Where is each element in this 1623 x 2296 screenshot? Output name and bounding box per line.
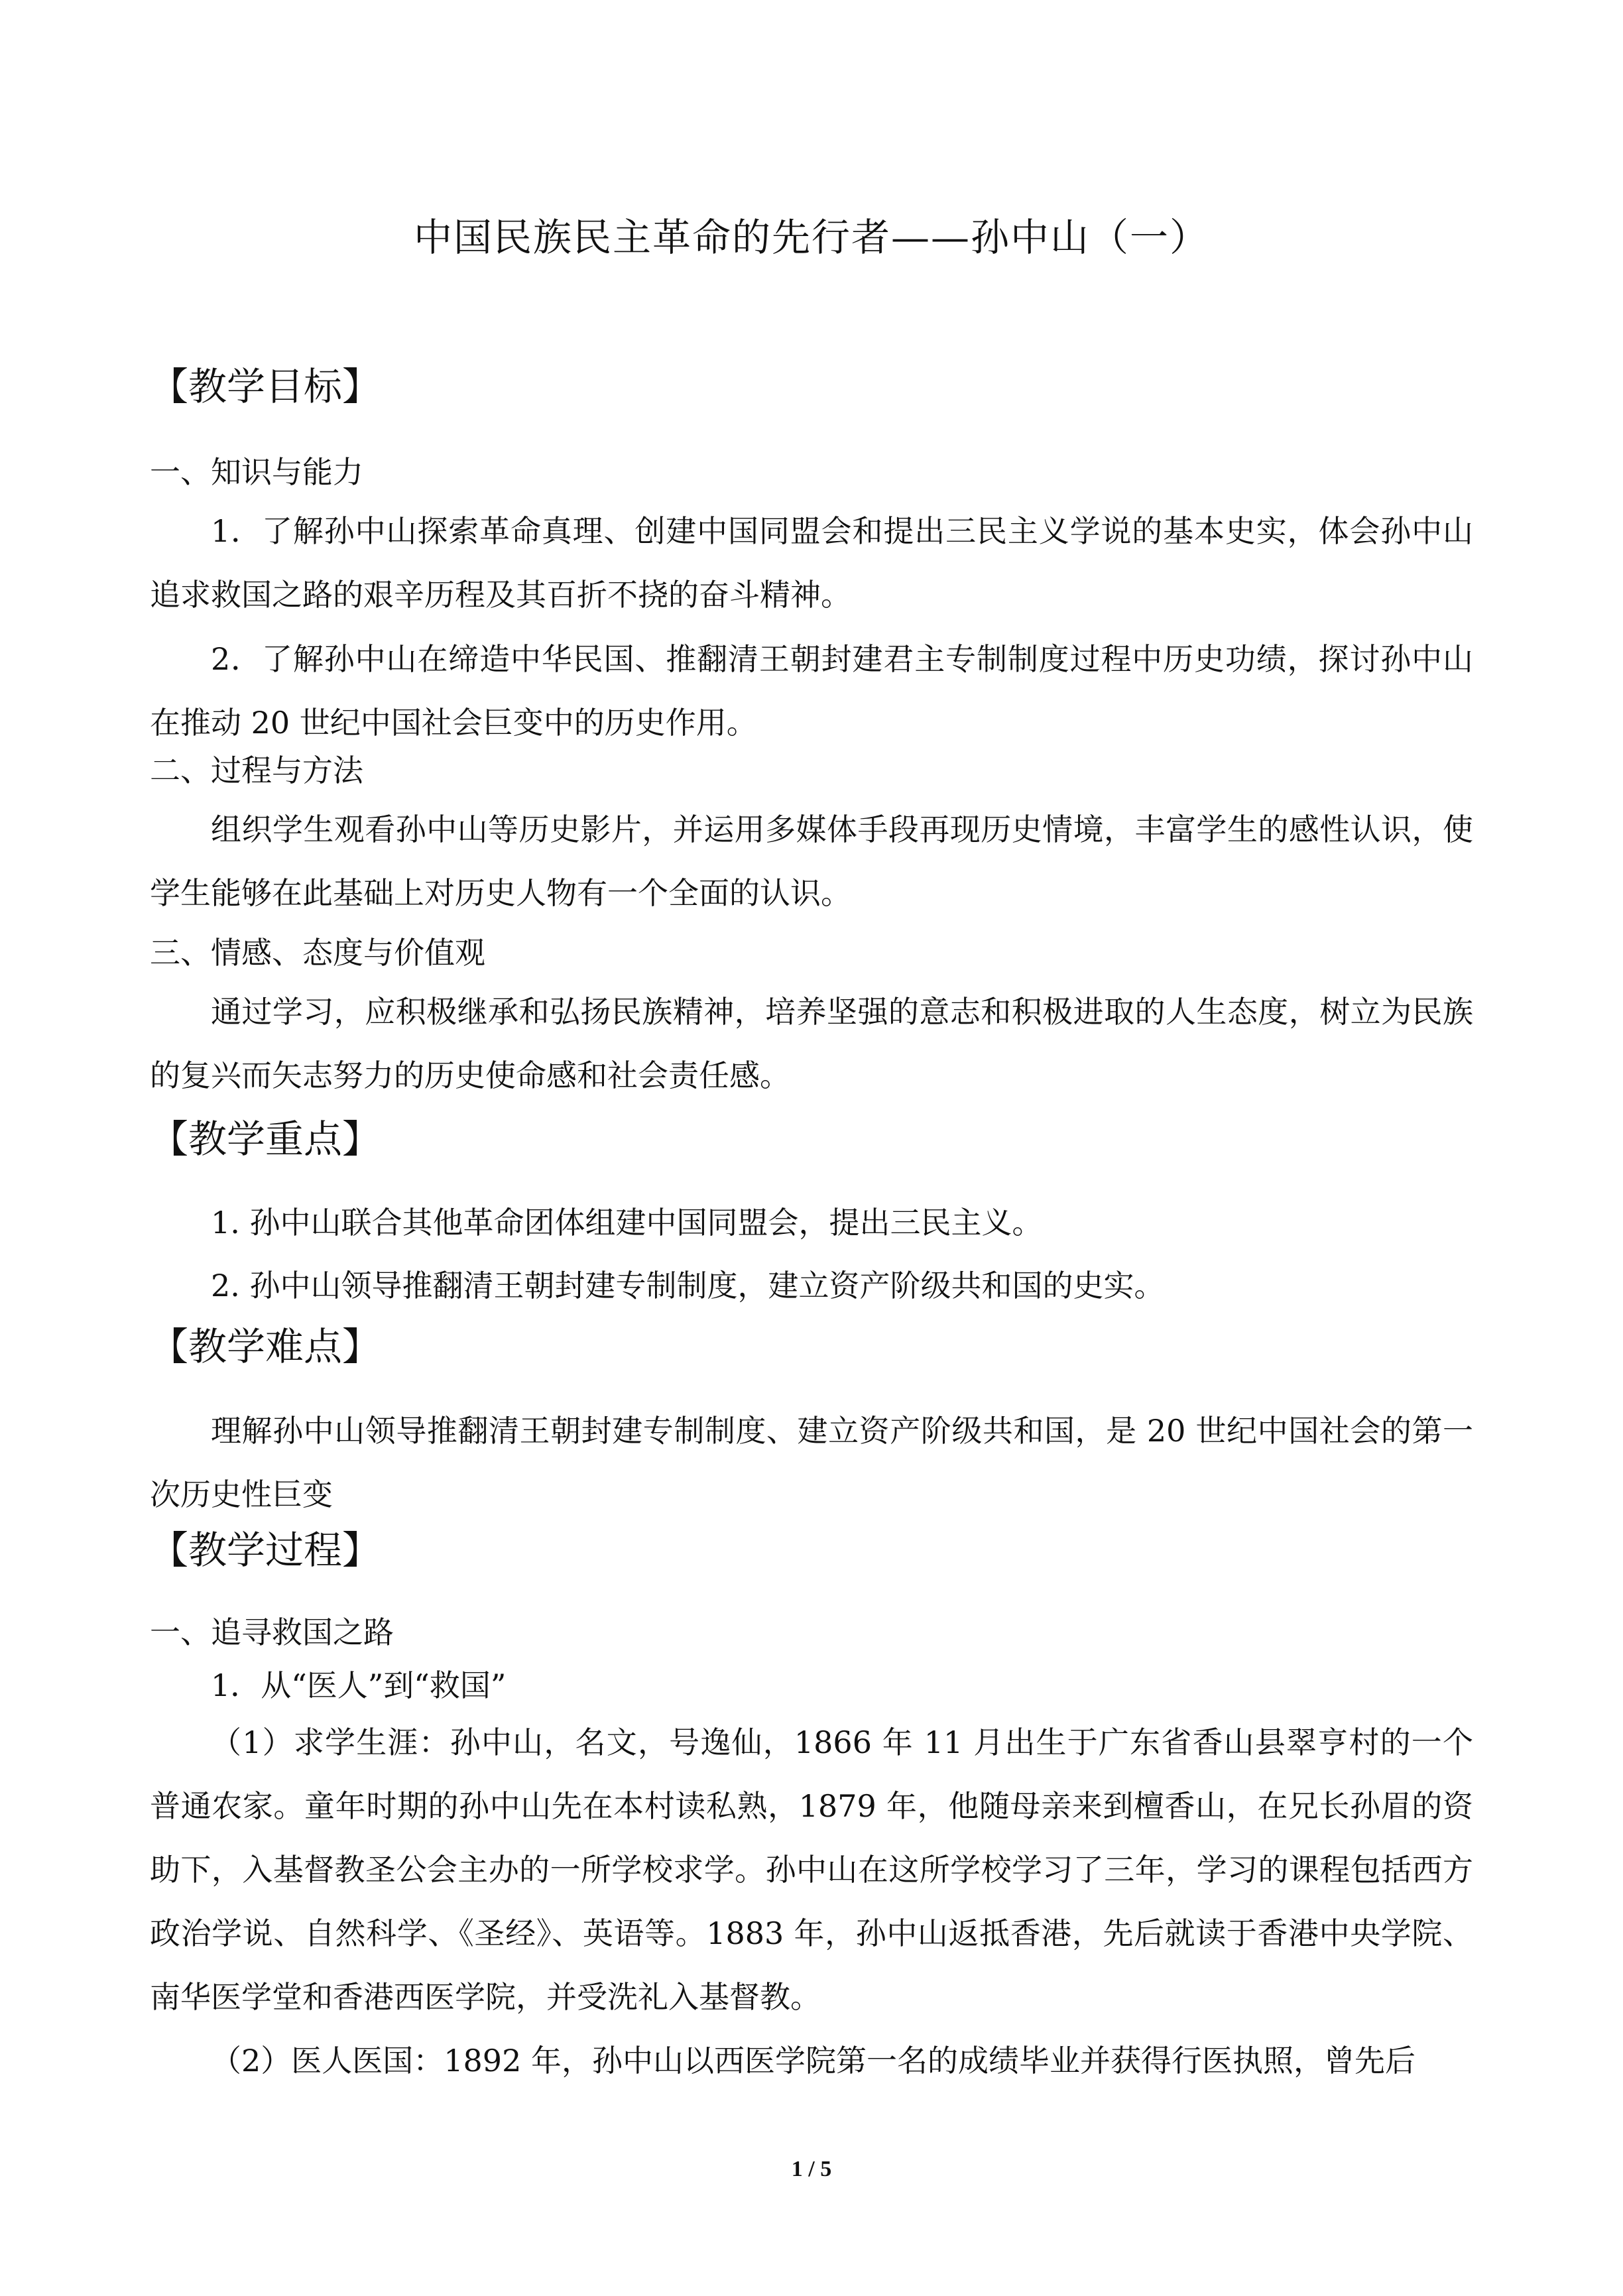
- paragraph-difficulties: 理解孙中山领导推翻清王朝封建专制制度、建立资产阶级共和国，是 20 世纪中国社会的第一次历史性巨变: [150, 1413, 1473, 1512]
- section-heading-difficulties: 【教学难点】: [150, 1324, 381, 1369]
- paragraph-values: 通过学习，应积极继承和弘扬民族精神，培养坚强的意志和积极进取的人生态度，树立为民族的复兴而矢志努力的历史使命感和社会责任感。: [150, 994, 1473, 1093]
- paragraph-medicine: （2）医人医国：1892 年，孙中山以西医学院第一名的成绩毕业并获得行医执照，曾先后: [211, 2043, 1415, 2079]
- paragraph-process-method: 组织学生观看孙中山等历史影片，并运用多媒体手段再现历史情境，丰富学生的感性认识，使学生能够在此基础上对历史人物有一个全面的认识。: [150, 812, 1473, 911]
- subheading-knowledge: 一、知识与能力: [150, 454, 363, 490]
- document-title: 中国民族民主革命的先行者——孙中山（一）: [413, 215, 1209, 260]
- subheading-values: 三、情感、态度与价值观: [150, 935, 485, 971]
- subheading-process-method: 二、过程与方法: [150, 753, 363, 788]
- paragraph-knowledge-2: 2．了解孙中山在缔造中华民国、推翻清王朝封建君主专制制度过程中历史功绩，探讨孙中山在推动 20 世纪中国社会巨变中的历史作用。: [150, 641, 1473, 741]
- paragraph-knowledge-1: 1．了解孙中山探索革命真理、创建中国同盟会和提出三民主义学说的基本史实，体会孙中山追求救国之路的艰辛历程及其百折不挠的奋斗精神。: [150, 513, 1473, 613]
- subheading-sub1: 1．从“医人”到“救国”: [211, 1667, 507, 1703]
- section-heading-key-points: 【教学重点】: [150, 1117, 381, 1162]
- key-point-1: 1. 孙中山联合其他革命团体组建中国同盟会，提出三民主义。: [211, 1205, 1043, 1240]
- page-number: 1 / 5: [791, 2157, 832, 2181]
- subheading-part1: 一、追寻救国之路: [150, 1614, 394, 1650]
- section-heading-process: 【教学过程】: [150, 1528, 381, 1573]
- section-heading-objectives: 【教学目标】: [150, 364, 381, 409]
- key-point-2: 2. 孙中山领导推翻清王朝封建专制制度，建立资产阶级共和国的史实。: [211, 1268, 1165, 1303]
- paragraph-study-career: （1）求学生涯：孙中山，名文，号逸仙，1866 年 11 月出生于广东省香山县翠亨村的一个普通农家。童年时期的孙中山先在本村读私熟，1879 年，他随母亲来到檀香山，在兄长孙眉的资助下，入基督教圣公会主办的一所学校求学。孙中山在这所学校学习了三年，学习的课程包括西方政治学说、自然科学、《圣经》、英语等。1883 年，孙中山返抵香港，先后就读于香港中央学院、南华医学堂和香港西医学院，并受洗礼入基督教。: [150, 1724, 1473, 2015]
